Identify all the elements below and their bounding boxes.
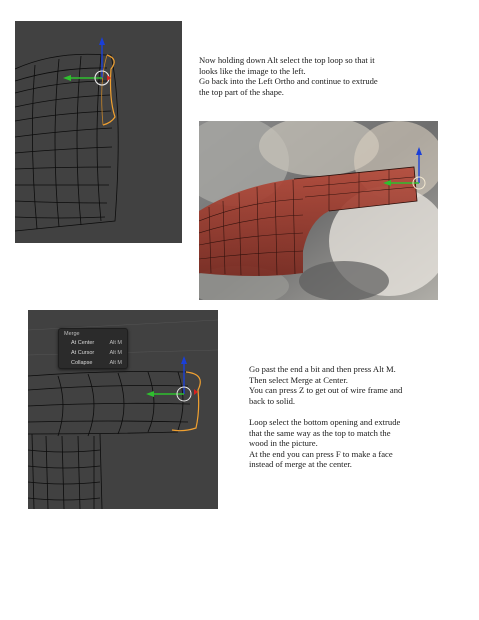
instruction-line: looks like the image to the left. [199,65,306,76]
menu-item-label: Collapse [71,360,93,366]
viewport-screenshot-2 [28,310,218,509]
instruction-line: instead of merge at the center. [249,459,352,470]
instruction-text-2 [249,364,464,470]
paragraph-gap [249,406,464,417]
viewport-screenshot-1 [15,21,182,243]
merge-menu-title: Merge [64,331,80,337]
menu-item-shortcut: Alt M [109,340,122,346]
instruction-line: that the same way as the top to match the [249,427,391,438]
merge-collapse-item[interactable] [59,358,127,368]
photo-reference-screenshot [199,121,438,300]
menu-item-shortcut: Alt M [109,360,122,366]
menu-item-shortcut: Alt M [109,350,122,356]
merge-at-cursor-item[interactable] [59,348,127,358]
merge-at-center-item[interactable] [59,338,127,348]
instruction-line: You can press Z to get out of wire frame and [249,385,403,396]
merge-menu [58,328,128,369]
instruction-line: Loop select the bottom opening and extrude [249,416,401,427]
instruction-line: wood in the picture. [249,438,318,449]
instruction-line: Go past the end a bit and then press Alt M. [249,364,396,374]
instruction-line: Then select Merge at Center. [249,374,348,385]
instruction-line: the top part of the shape. [199,86,284,97]
menu-item-label: At Cursor [71,350,95,356]
menu-item-label: At Center [71,340,95,346]
instruction-line: At the end you can press F to make a face [249,448,393,459]
instruction-line: Now holding down Alt select the top loop so that it [199,55,375,65]
instruction-line: Go back into the Left Ortho and continue to extrude [199,76,378,87]
instruction-text-1 [199,55,459,97]
instruction-line: back to solid. [249,395,296,406]
